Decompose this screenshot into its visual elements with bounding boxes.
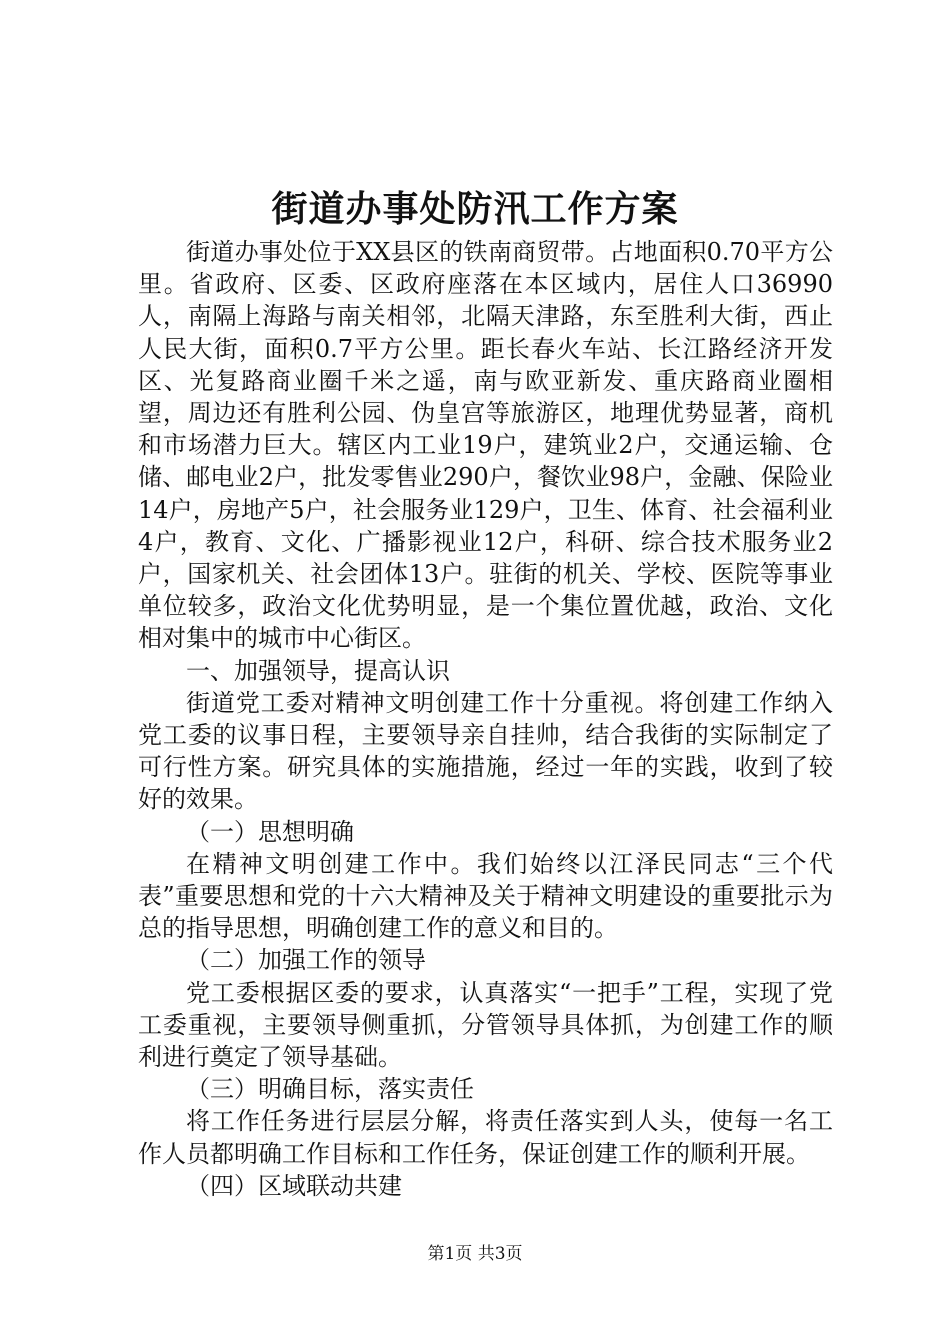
- body-paragraph: 党工委根据区委的要求，认真落实“一把手”工程，实现了党工委重视，主要领导侧重抓，分管领导具体抓，为创建工作的顺利进行奠定了领导基础。: [138, 978, 833, 1072]
- body-paragraph: 街道办事处位于XX县区的铁南商贸带。占地面积0.70平方公里。省政府、区委、区政府座落在本区域内，居住人口36990人，南隔上海路与南关相邻，北隔天津路，东至胜利大街，西止人民大街，面积0.7平方公里。距长春火车站、长江路经济开发区、光复路商业圈千米之遥，南与欧亚新发、重庆路商业圈相望，周边还有胜利公园、伪皇宫等旅游区，地理优势显著，商机和市场潜力巨大。辖区内工业19户，建筑业2户，交通运输、仓储、邮电业2户，批发零售业290户，餐饮业98户，金融、保险业14户，房地产5户，社会服务业129户，卫生、体育、社会福利业4户，教育、文化、广播影视业12户，科研、综合技术服务业2户，国家机关、社会团体13户。驻街的机关、学校、医院等事业单位较多，政治文化优势明显，是一个集位置优越，政治、文化相对集中的城市中心街区。: [138, 238, 833, 653]
- document-title: 街道办事处防汛工作方案: [271, 188, 679, 230]
- page-number-footer: 第1页 共3页: [427, 1244, 523, 1264]
- document-body: [138, 236, 833, 1202]
- body-paragraph: 将工作任务进行层层分解，将责任落实到人头，使每一名工作人员都明确工作目标和工作任务，保证创建工作的顺利开展。: [138, 1107, 833, 1168]
- subsection-heading: （三）明确目标，落实责任: [186, 1075, 474, 1104]
- subsection-heading: （二）加强工作的领导: [186, 946, 426, 975]
- body-paragraph: 在精神文明创建工作中。我们始终以江泽民同志“三个代表”重要思想和党的十六大精神及关于精神文明建设的重要批示为总的指导思想，明确创建工作的意义和目的。: [138, 849, 833, 943]
- subsection-heading: （一）思想明确: [186, 817, 354, 846]
- body-paragraph: 街道党工委对精神文明创建工作十分重视。将创建工作纳入党工委的议事日程，主要领导亲自挂帅，结合我街的实际制定了可行性方案。研究具体的实施措施，经过一年的实践，收到了较好的效果。: [138, 688, 833, 814]
- section-heading: 一、加强领导，提高认识: [186, 656, 450, 685]
- subsection-heading: （四）区域联动共建: [186, 1171, 402, 1200]
